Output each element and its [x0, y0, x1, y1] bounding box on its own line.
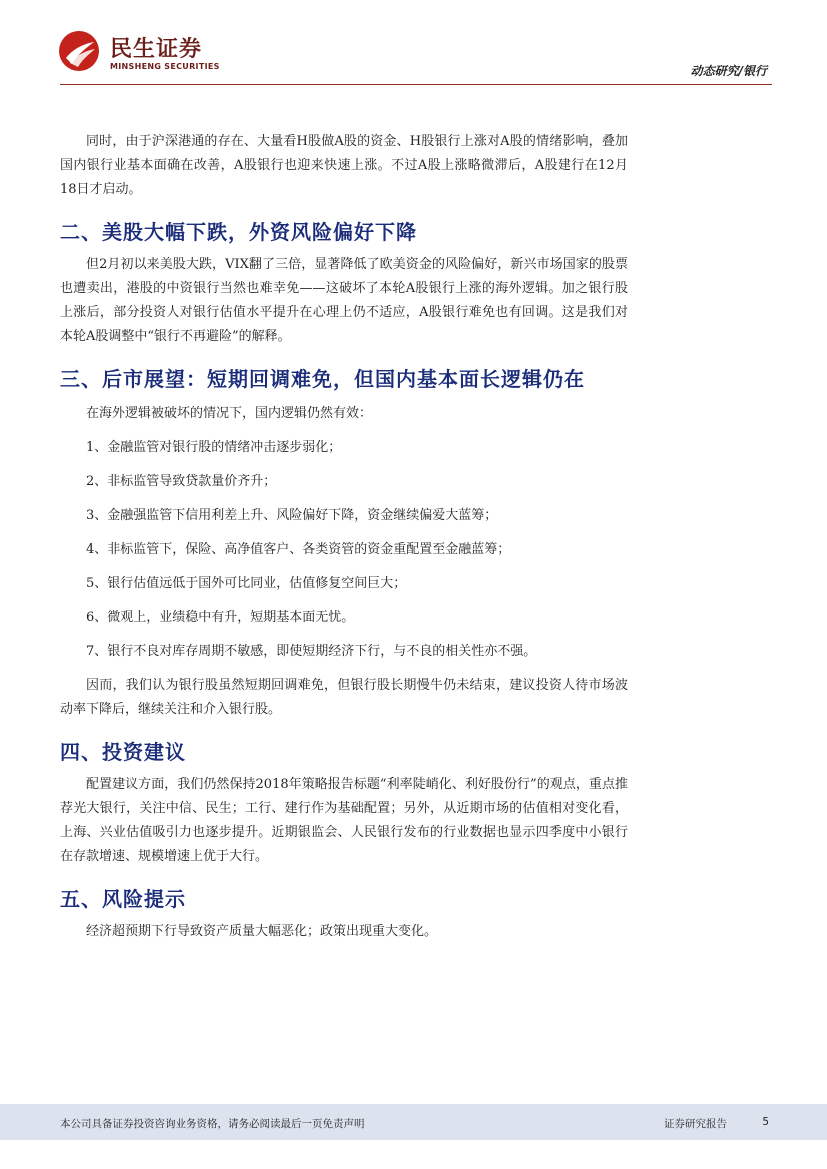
list-item: 2、非标监管导致贷款量价齐升；: [86, 474, 277, 489]
list-item: 5、银行估值远低于国外可比同业，估值修复空间巨大；: [86, 576, 407, 591]
logo-english-name: MINSHENG SECURITIES: [110, 62, 220, 71]
section-3-heading: 三、后市展望：短期回调难免，但国内基本面长逻辑仍在: [60, 367, 585, 391]
list-item: 4、非标监管下，保险、高净值客户、各类资管的资金重配置至金融蓝筹；: [86, 542, 511, 557]
section-4-heading: 四、投资建议: [60, 740, 186, 764]
section-2-heading: 二、美股大幅下跌，外资风险偏好下降: [60, 220, 417, 244]
list-item: 6、微观上，业绩稳中有升，短期基本面无忧。: [86, 610, 355, 625]
page-header: [0, 0, 827, 84]
section-5-heading: 五、风险提示: [60, 887, 186, 911]
list-item: 3、金融强监管下信用利差上升、风险偏好下降，资金继续偏爱大蓝筹；: [86, 508, 498, 523]
section-4-paragraph: 配置建议方面，我们仍然保持2018年策略报告标题“利率陡峭化、利好股份行”的观点，重点推荐光大银行，关注中信、民生；工行、建行作为基础配置；另外，从近期市场的估值相对变化看，上海、兴业估值吸引力也逐步提升。近期银监会、人民银行发布的行业数据也显示四季度中小银行在存款增速、规模增速上优于大行。: [60, 777, 628, 864]
section-5-paragraph: 经济超预期下行导致资产质量大幅恶化；政策出现重大变化。: [86, 924, 438, 939]
section-2-paragraph: 但2月初以来美股大跌，VIX翻了三倍，显著降低了欧美资金的风险偏好，新兴市场国家的股票也遭卖出，港股的中资银行当然也难幸免——这破坏了本轮A股银行上涨的海外逻辑。加之银行股上涨后，部分投资人对银行估值水平提升在心理上仍不适应，A股银行难免也有回调。这是我们对本轮A股调整中“银行不再避险”的解释。: [60, 257, 628, 344]
list-item: 7、银行不良对库存周期不敏感，即使短期经济下行，与不良的相关性亦不强。: [86, 644, 537, 659]
header-divider: [60, 84, 772, 85]
report-body: [60, 130, 628, 944]
section-3-conclusion: 因而，我们认为银行股虽然短期回调难免，但银行股长期慢牛仍未结束，建议投资人待市场波动率下降后，继续关注和介入银行股。: [60, 678, 628, 717]
footer-report-type: 证券研究报告: [664, 1118, 727, 1130]
report-section-label: 动态研究/银行: [690, 64, 767, 78]
page-number: 5: [762, 1116, 769, 1128]
footer-disclaimer: 本公司具备证券投资咨询业务资格，请务必阅读最后一页免责声明: [60, 1118, 365, 1130]
minsheng-emblem-icon: [58, 30, 100, 72]
section-3-intro: 在海外逻辑被破坏的情况下，国内逻辑仍然有效：: [86, 406, 373, 421]
page-footer: [0, 1104, 827, 1140]
intro-paragraph: 同时，由于沪深港通的存在、大量看H股做A股的资金、H股银行上涨对A股的情绪影响，叠加国内银行业基本面确在改善，A股银行也迎来快速上涨。不过A股上涨略微滞后，A股建行在12月18日才启动。: [60, 134, 628, 197]
logo-chinese-name: 民生证券: [110, 37, 203, 62]
list-item: 1、金融监管对银行股的情绪冲击逐步弱化；: [86, 440, 342, 455]
